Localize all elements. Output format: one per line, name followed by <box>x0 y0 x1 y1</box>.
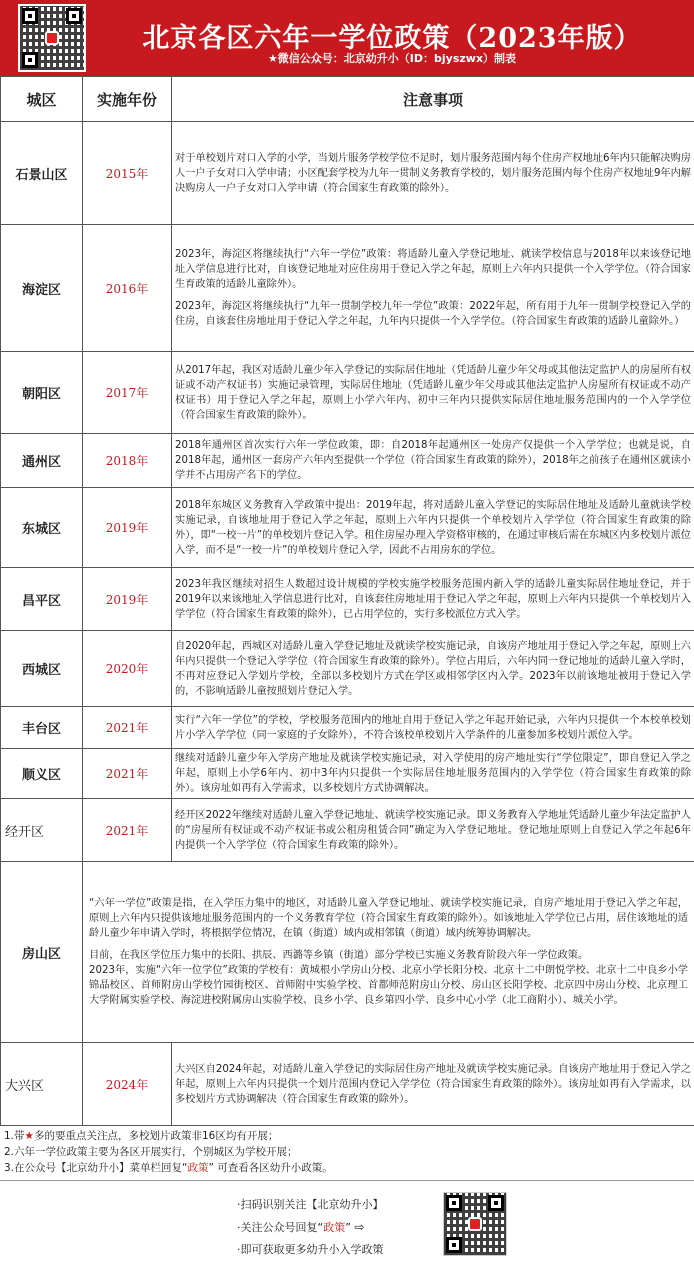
table-row <box>1 1043 694 1126</box>
footnote-3: 3.在公众号【北京幼升小】菜单栏回复“政策” 可查看各区幼升小政策。 <box>4 1162 333 1174</box>
district-cell: 西城区 <box>1 631 83 707</box>
district-cell: 东城区 <box>1 488 83 568</box>
notes-cell <box>172 488 694 568</box>
header-banner <box>0 0 694 76</box>
notes-paragraph: 自2020年起，西城区对适龄儿童入学登记地址及就读学校实施记录，自该房产地址用于登记入学之年起，原则上六年内只提供一个登记入学学位（符合国家生育政策的除外）。学位占用后，六年内同一登记地址的适龄儿童入学时，不再对应登记入学划片学校，全部以多校划片方式在学区或相邻学区内入学。2023年以前该地址被用于登记入学的，不影响适龄儿童按照划片登记入学。 <box>175 640 691 697</box>
notes-cell <box>172 568 694 631</box>
notes-paragraph: 2023年，海淀区将继续执行“六年一学位”政策：将适龄儿童入学登记地址、就读学校信息与2018年以来该登记地址入学信息进行比对，自该登记地址对应住房用于登记入学之年起，原则上六年内只提供一个入学学位。（符合国家生育政策的适龄儿童除外）。 <box>175 249 691 290</box>
notes-cell <box>172 434 694 488</box>
page-subtitle: ★微信公众号：北京幼升小（ID：bjyszwx）制表 <box>267 52 517 65</box>
table-row <box>1 434 694 488</box>
table-row <box>1 799 694 862</box>
notes-paragraph: 2023年，实施“六年一位学位”政策的学校有：黄城根小学房山分校、北京小学长阳分校、北京十二中朗悦学校、北京十二中良乡小学锦晶校区、首师附房山学校竹园街校区、首师附中实验学校、首都师范附房山分校、房山区长阳学校、北京四中房山分校、北京理工大学附属实验学校、海淀进校附属房山实验学校、良乡小学、良乡第四小学、良乡中心小学（北工商附小）、城关小学。 <box>89 965 688 1006</box>
district-cell: 通州区 <box>1 434 83 488</box>
notes-paragraph: “六年一学位”政策是指，在入学压力集中的地区，对适龄儿童入学登记地址、就读学校实施记录，自房产地址用于登记入学之年起，原则上六年内只提供该地址服务范围内的一个义务教育学位（符合国家生育政策的除外）。如该地址入学学位已占用，居住该地址的适龄儿童少年申请入学时，将根据学位情况，在镇（街道）域内或相邻镇（街道）域内统筹协调解决。 <box>89 898 688 939</box>
column-header-notes: 注意事项 <box>172 77 694 122</box>
notes-cell <box>172 799 694 862</box>
year-cell: 2021年 <box>83 707 172 749</box>
notes-cell <box>83 862 694 1043</box>
table-row <box>1 862 694 1043</box>
footnotes <box>4 1128 690 1176</box>
notes-paragraph: 2023年我区继续对招生人数超过设计规模的学校实施学校服务范围内新入学的适龄儿童实际居住地址登记，并于2019年以来该地址入学信息进行比对，自该套住房地址用于登记入学之年起，原则上六年内只提供一个单校划片入学学位（符合国家生育政策的除外），已占用学位的，实行多校派位方式入学。 <box>175 578 691 620</box>
promo-block <box>237 1194 384 1261</box>
district-cell: 丰台区 <box>1 707 83 749</box>
district-cell: 经开区 <box>1 799 83 862</box>
divider <box>0 1180 694 1181</box>
notes-paragraph: 从2017年起，我区对适龄儿童少年入学登记的实际居住地址（凭适龄儿童少年父母或其他法定监护人的房屋所有权证或不动产权证书）实施记录管理，实际居住地址（凭适龄儿童少年父母或其他法定监护人房屋所有权证或不动产权证书）用于登记入学之年起，原则上小学六年内、初中三年内只提供实际居住地址服务范围内的一个入学学位（符合国家生育政策的除外）。 <box>175 364 691 421</box>
district-cell: 大兴区 <box>1 1043 83 1126</box>
promo-line-1: ·扫码识别关注【北京幼升小】 <box>237 1198 384 1211</box>
column-header-district: 城区 <box>1 77 83 122</box>
table-header-row <box>1 77 694 122</box>
notes-cell <box>172 707 694 749</box>
year-cell: 2015年 <box>83 122 172 225</box>
year-cell: 2018年 <box>83 434 172 488</box>
year-cell: 2019年 <box>83 568 172 631</box>
notes-paragraph: 目前，在我区学位压力集中的长阳、拱辰、西潞等乡镇（街道）部分学校已实施义务教育阶段六年一学位政策。 <box>89 950 589 961</box>
notes-cell <box>172 749 694 799</box>
district-cell: 石景山区 <box>1 122 83 225</box>
year-cell: 2019年 <box>83 488 172 568</box>
notes-cell <box>172 122 694 225</box>
table-row <box>1 225 694 352</box>
district-cell: 朝阳区 <box>1 352 83 434</box>
footnote-1: 1.带★多的要重点关注点，多校划片政策非16区均有开展； <box>4 1130 279 1142</box>
promo-line-3: ·即可获取更多幼升小入学政策 <box>237 1243 384 1256</box>
arrow-right-icon: ⇨ <box>354 1220 365 1234</box>
notes-paragraph: 对于单校划片对口入学的小学，当划片服务学校学位不足时，划片服务范围内每个住房产权地址6年内只能解决购房人一户子女对口入学申请；小区配套学校为九年一贯制义务教育学校的，划片服务范围内每个住房产权地址9年内解决购房人一户子女对口入学申请（符合国家生育政策的除外）。 <box>175 152 691 194</box>
year-cell: 2016年 <box>83 225 172 352</box>
table-row <box>1 122 694 225</box>
notes-paragraph: 大兴区自2024年起，对适龄儿童入学登记的实际居住房产地址及就读学校实施记录。自该房产地址用于登记入学之年起，原则上六年内只提供一个划片范围内登记入学学位（符合国家生育政策的除外）。该房址如再有入学需求，以多校划片方式协调解决（符合国家生育政策的除外）。 <box>175 1063 691 1105</box>
notes-paragraph: 经开区2022年继续对适龄儿童入学登记地址、就读学校实施记录。即义务教育入学地址凭适龄儿童少年法定监护人的“房屋所有权证或不动产权证书或公租房租赁合同”确定为入学登记地址。登记地址原则上自登记入学之年起6年内提供一个入学学位（符合国家生育政策的除外）。 <box>175 809 691 851</box>
district-cell: 海淀区 <box>1 225 83 352</box>
year-cell: 2021年 <box>83 799 172 862</box>
notes-paragraph: 实行“六年一学位”的学校，学校服务范围内的地址自用于登记入学之年起开始记录，六年内只提供一个本校单校划片小学入学学位（同一家庭的子女除外），不符合该校单校划片入学条件的儿童参加多校划片派位入学。 <box>175 714 691 741</box>
table-row <box>1 568 694 631</box>
notes-paragraph: 2018年通州区首次实行六年一学位政策，即：自2018年起通州区一处房产仅提供一个入学学位；也就是说，自2018年起，通州区一套房产六年内至提供一个学位（符合国家生育政策的除外），2018年之前孩子在通州区就读小学并不占用房产名下的学位。 <box>175 440 691 481</box>
page-title: 北京各区六年一学位政策（2023年版） <box>142 23 642 54</box>
table-row <box>1 352 694 434</box>
notes-cell <box>172 352 694 434</box>
notes-paragraph: 2018年东城区义务教育入学政策中提出：2019年起，将对适龄儿童入学登记的实际居住地址及适龄儿童就读学校实施记录，自该地址用于登记入学之年起，原则上六年内只提供一个单校划片入学学位（符合国家生育政策的除外），即“一校一片”的单校划片登记入学。租住房屋办理入学资格审核的，在通过审核后需在东城区内多校划片派位入学，而不是“一校一片”的单校划片登记入学，因此不占用房东的学位。 <box>175 499 691 556</box>
notes-cell <box>172 225 694 352</box>
district-cell: 顺义区 <box>1 749 83 799</box>
table-row <box>1 749 694 799</box>
column-header-year: 实施年份 <box>83 77 172 122</box>
notes-paragraph: 2023年，海淀区将继续执行“九年一贯制学校九年一学位”政策：2022年起，所有用于九年一贯制学校登记入学的住房，自该套住房地址用于登记入学之年起，九年内只提供一个入学学位。（符合国家生育政策的适龄儿童除外。） <box>175 301 691 327</box>
notes-cell <box>172 631 694 707</box>
promo-line-2: ·关注公众号回复“政策” ⇨ <box>237 1220 365 1234</box>
year-cell: 2020年 <box>83 631 172 707</box>
qr-code-icon <box>18 4 86 72</box>
table-row <box>1 707 694 749</box>
year-cell: 2024年 <box>83 1043 172 1126</box>
table-row <box>1 631 694 707</box>
year-cell: 2017年 <box>83 352 172 434</box>
district-cell: 昌平区 <box>1 568 83 631</box>
district-cell: 房山区 <box>1 862 83 1043</box>
policy-table <box>0 76 694 1126</box>
table-row <box>1 488 694 568</box>
qr-code-icon <box>443 1192 507 1256</box>
notes-paragraph: 继续对适龄儿童少年入学房产地址及就读学校实施记录，对入学使用的房产地址实行“学位限定”，即自登记入学之年起，原则上小学6年内、初中3年内只提供一个实际居住地址服务范围内的入学学位（符合国家生育政策的除外）。该房址如再有入学需求，以多校划片方式协调解决。 <box>175 753 691 794</box>
notes-cell <box>172 1043 694 1126</box>
star-icon: ★ <box>24 1130 34 1142</box>
year-cell: 2021年 <box>83 749 172 799</box>
footnote-2: 2.六年一学位政策主要为各区开展实行，个别城区为学校开展； <box>4 1146 298 1158</box>
